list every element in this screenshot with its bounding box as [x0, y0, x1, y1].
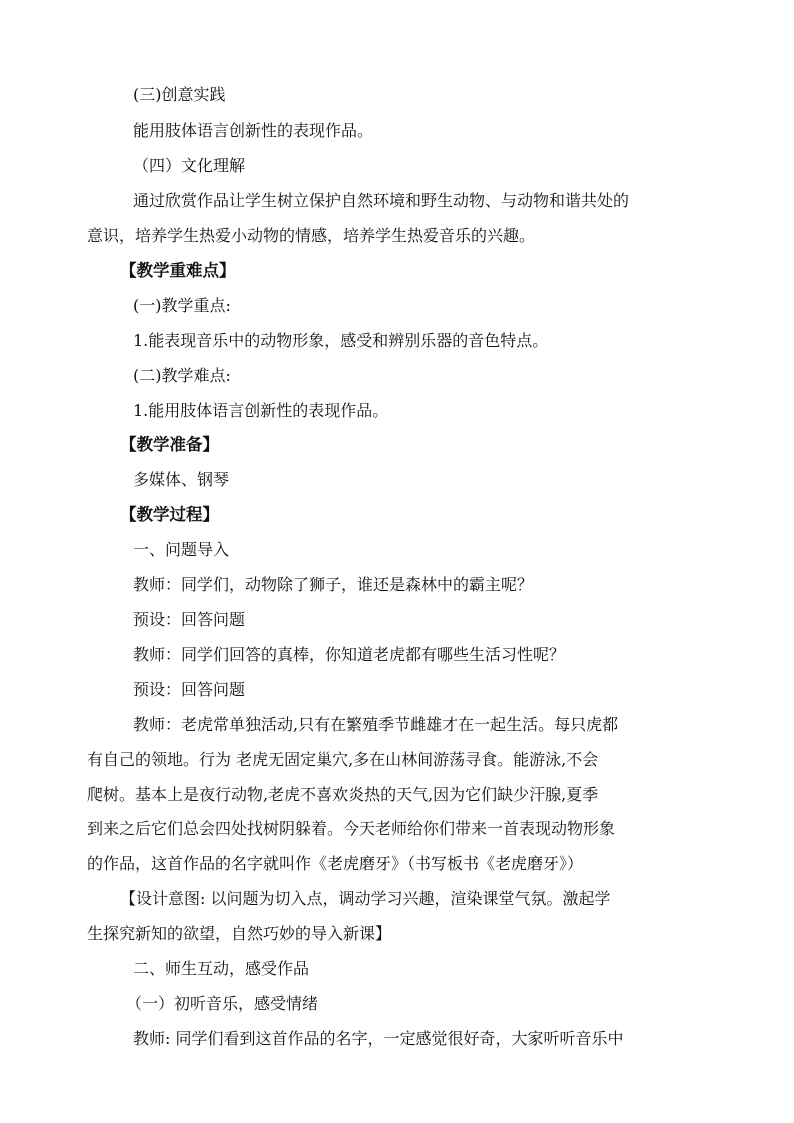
teacher-last-line: 教师: 同学们看到这首作品的名字，一定感觉很好奇，大家听听音乐中 [133, 1029, 624, 1048]
difficult-points-item: 1.能用肢体语言创新性的表现作品。 [133, 401, 389, 420]
teacher-paragraph-line-1: 教师：老虎常单独活动,只有在繁殖季节雌雄才在一起生活。每只虎都 [133, 715, 619, 734]
key-points-item: 1.能表现音乐中的动物形象，感受和辨别乐器的音色特点。 [133, 331, 549, 350]
culture-heading: （四）文化理解 [133, 156, 246, 175]
teacher-question-1: 教师：同学们，动物除了狮子，谁还是森林中的霸主呢？ [133, 575, 534, 594]
process-title: 【教学过程】 [120, 505, 219, 524]
section-2-heading: 二、师生互动，感受作品 [133, 959, 310, 978]
design-intent-line-1: 【设计意图: 以问题为切入点，调动学习兴趣，渲染课堂气氛。激起学 [120, 889, 611, 908]
key-points-heading: (一)教学重点: [133, 296, 231, 315]
culture-text-line-2: 意识，培养学生热爱小动物的情感，培养学生热爱音乐的兴趣。 [87, 226, 536, 245]
teacher-paragraph-line-3: 爬树。基本上是夜行动物,老虎不喜欢炎热的天气,因为它们缺少汗腺,夏季 [87, 785, 599, 804]
teacher-paragraph-line-5: 的作品，这首作品的名字就叫作《老虎磨牙》（书写板书《老虎磨牙》） [87, 854, 584, 873]
difficult-points-heading: (二)教学难点: [133, 366, 231, 385]
section-1-heading: 一、问题导入 [133, 540, 230, 559]
key-difficult-title: 【教学重难点】 [120, 261, 236, 280]
prep-title: 【教学准备】 [120, 435, 219, 454]
creative-text: 能用肢体语言创新性的表现作品。 [133, 121, 374, 140]
subsection-1-heading: （一）初听音乐，感受情绪 [126, 994, 319, 1013]
design-intent-line-2: 生探究新知的欲望，自然巧妙的导入新课】 [87, 924, 392, 943]
preset-answer-1: 预设：回答问题 [133, 610, 246, 629]
teacher-question-2: 教师：同学们回答的真棒，你知道老虎都有哪些生活习性呢？ [133, 645, 566, 664]
preset-answer-2: 预设：回答问题 [133, 680, 246, 699]
teacher-paragraph-line-2: 有自己的领地。行为 老虎无固定巢穴,多在山林间游荡寻食。能游泳,不会 [87, 750, 599, 769]
creative-heading: (三)创意实践 [133, 85, 226, 104]
culture-text-line-1: 通过欣赏作品让学生树立保护自然环境和野生动物、与动物和谐共处的 [133, 191, 630, 210]
teacher-paragraph-line-4: 到来之后它们总会四处找树阴躲着。今天老师给你们带来一首表现动物形象 [87, 819, 616, 838]
prep-text: 多媒体、钢琴 [133, 470, 230, 489]
